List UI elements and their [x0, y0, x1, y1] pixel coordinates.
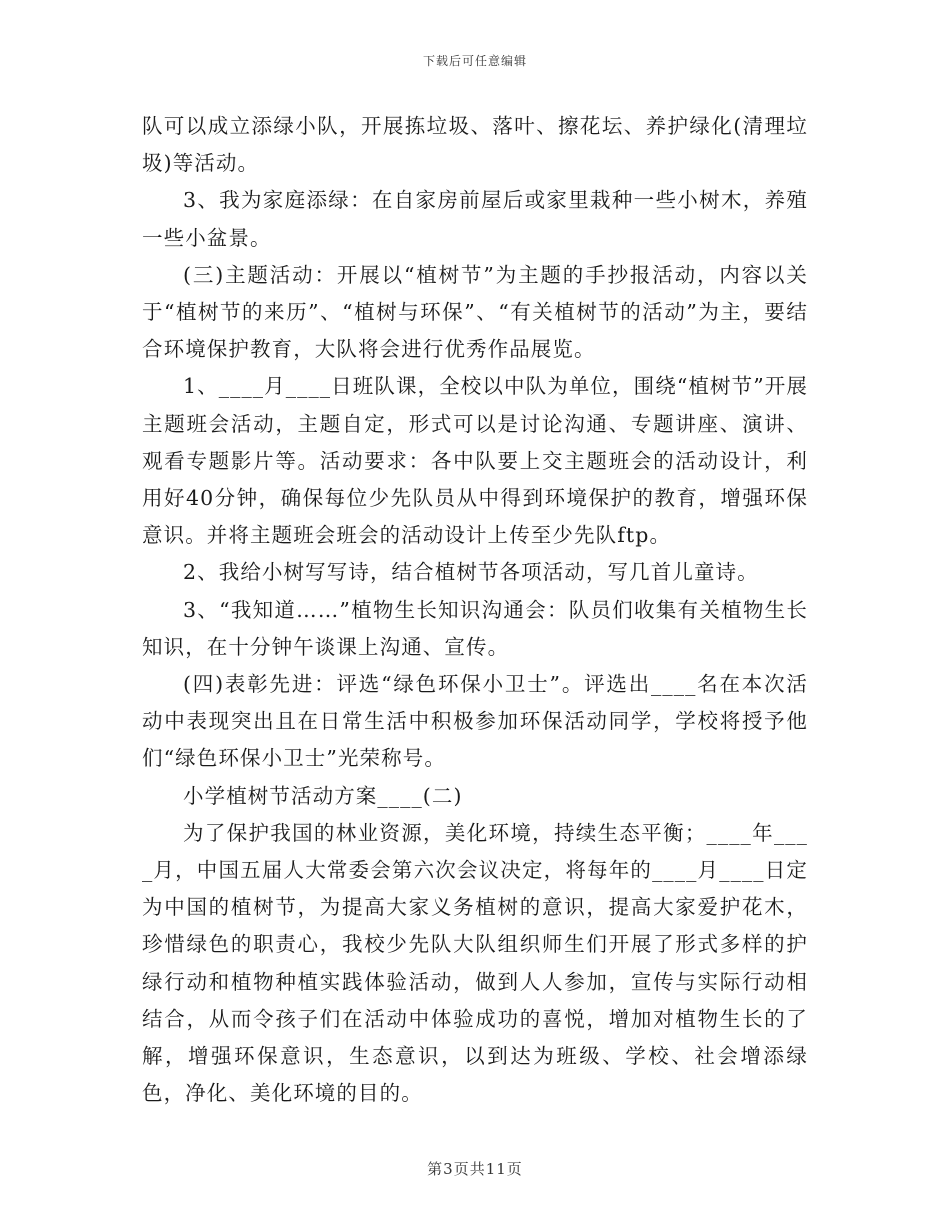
paragraph-home-greening: 3、我为家庭添绿：在自家房前屋后或家里栽种一些小树木，养殖一些小盆景。	[142, 188, 808, 250]
page-number-footer: 第3页共11页	[427, 1160, 523, 1178]
section-heading: 小学植树节活动方案____(二)	[183, 783, 463, 808]
paragraph-commendation: (四)表彰先进：评选“绿色环保小卫士”。评选出____名在本次活动中表现突出且在日常生活中积极参加环保活动同学，学校将授予他们“绿色环保小卫士”光荣称号。	[142, 672, 808, 771]
paragraph-poems: 2、我给小树写写诗，结合植树节各项活动，写几首儿童诗。	[183, 560, 759, 585]
paragraph-knowledge-exchange: 3、“我知道……”植物生长知识沟通会：队员们收集有关植物生长知识，在十分钟午谈课上沟通、宣传。	[142, 597, 808, 659]
paragraph-theme-activity: (三)主题活动：开展以“植树节”为主题的手抄报活动，内容以关于“植树节的来历”、“植树与环保”、“有关植树节的活动”为主，要结合环境保护教育，大队将会进行优秀作品展览。	[142, 262, 808, 362]
page-header-note: 下载后可任意编辑	[422, 54, 527, 68]
paragraph-introduction: 为了保护我国的林业资源，美化环境，持续生态平衡；____年____月，中国五届人大常委会第六次会议决定，将每年的____月____日定为中国的植树节，为提高大家义务植树的意识，提高大家爱护花木，珍惜绿色的职责心，我校少先队大队组织师生们开展了形式多样的护绿行动和植物种植实践体验活动，做到人人参加，宣传与实际行动相结合，从而令孩子们在活动中体验成功的喜悦，增加对植物生长的了解，增强环保意识，生态意识，以到达为班级、学校、社会增添绿色，净化、美化环境的目的。	[142, 820, 808, 1106]
paragraph-continuation: 队可以成立添绿小队，开展拣垃圾、落叶、擦花坛、养护绿化(清理垃圾)等活动。	[142, 114, 808, 176]
document-body	[142, 108, 808, 1112]
paragraph-class-meeting: 1、____月____日班队课，全校以中队为单位，围绕“植树节”开展主题班会活动，主题自定，形式可以是讨论沟通、专题讲座、演讲、观看专题影片等。活动要求：各中队要上交主题班会的活动设计，利用好40分钟，确保每位少先队员从中得到环境保护的教育，增强环保意识。并将主题班会班会的活动设计上传至少先队ftp。	[142, 374, 808, 548]
